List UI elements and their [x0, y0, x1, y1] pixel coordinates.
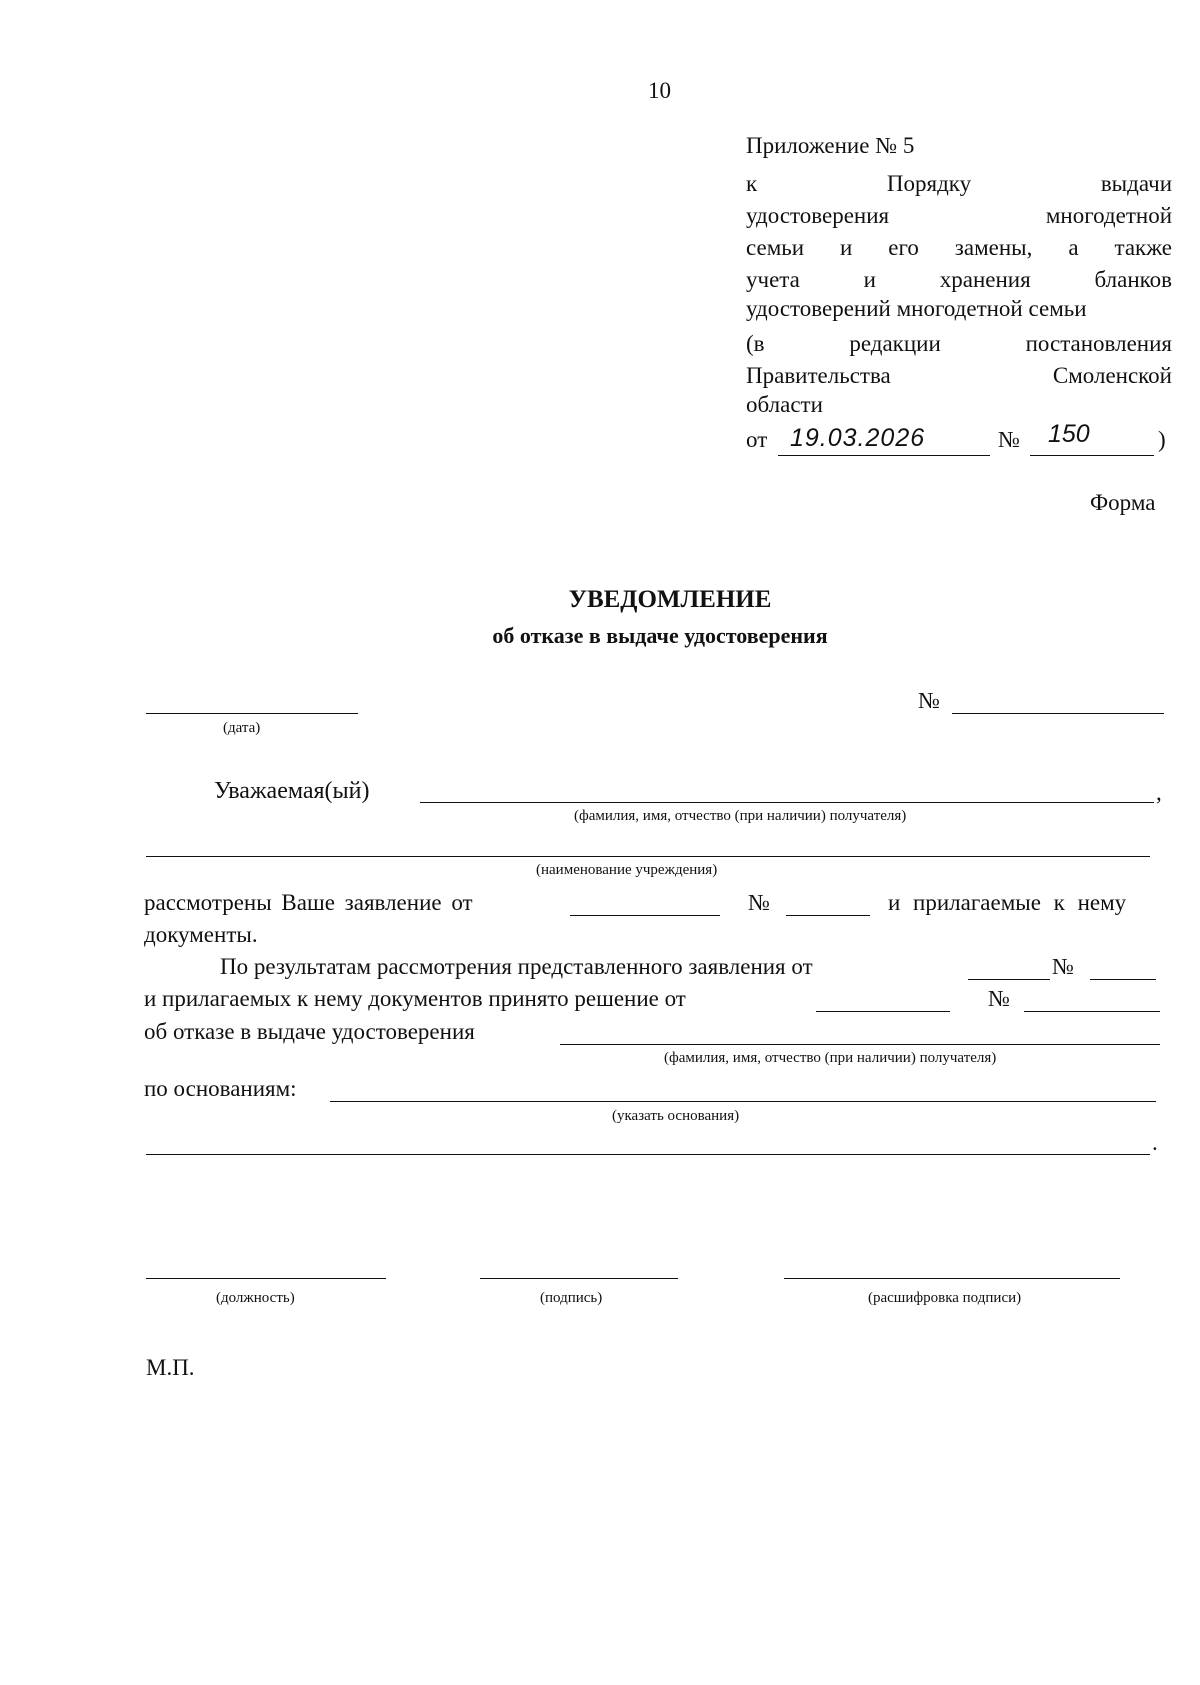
appendix-line: учета и хранения бланков: [746, 267, 1172, 292]
greeting-comma: ,: [1156, 780, 1162, 805]
caption-signature: (подпись): [540, 1290, 603, 1306]
body-line4: и прилагаемых к нему документов принято решение от: [144, 986, 686, 1011]
closing-paren: ): [1158, 427, 1166, 452]
appendix-line: к Порядку выдачи: [746, 171, 1172, 196]
appendix-line: (в редакции постановления: [746, 331, 1172, 356]
caption-institution: (наименование учреждения): [536, 862, 718, 878]
greeting: Уважаемая(ый): [214, 778, 370, 804]
caption-fio-1: (фамилия, имя, отчество (при наличии) получателя): [574, 808, 907, 824]
reasons-line-2: [146, 1154, 1150, 1155]
form-label: Форма: [1090, 490, 1156, 515]
statement-number-line: [1090, 979, 1156, 980]
reasons-line: [330, 1101, 1156, 1102]
statement-date-line: [968, 979, 1050, 980]
body-line1-no: №: [748, 890, 770, 915]
appendix-number-label: №: [998, 427, 1020, 452]
appendix-title: Приложение № 5: [746, 133, 915, 158]
appendix-line: удостоверений многодетной семьи: [746, 296, 1087, 321]
decision-date-line: [816, 1011, 950, 1012]
appendix-line: удостоверения многодетной: [746, 203, 1172, 228]
document-title: УВЕДОМЛЕНИЕ: [568, 586, 772, 613]
signature-line: [480, 1278, 678, 1279]
application-number-line: [786, 915, 870, 916]
number-line: [952, 713, 1164, 714]
appendix-line: Правительства Смоленской: [746, 363, 1172, 388]
body-line1-part1: рассмотрены Ваше заявление от: [144, 890, 473, 915]
body-line6: по основаниям:: [144, 1076, 297, 1101]
body-line3: По результатам рассмотрения представленного заявления от: [220, 954, 813, 979]
body-line4-no: №: [988, 986, 1010, 1011]
body-line1-part2: и прилагаемые к нему: [888, 890, 1127, 915]
body-line5: об отказе в выдаче удостоверения: [144, 1019, 475, 1044]
position-line: [146, 1278, 386, 1279]
handwritten-date: 19.03.2026: [790, 424, 926, 452]
final-period: .: [1152, 1130, 1158, 1155]
appendix-from-label: от: [746, 427, 768, 452]
decision-number-line: [1024, 1011, 1160, 1012]
date-underline: [778, 455, 990, 456]
handwritten-number: 150: [1048, 420, 1090, 448]
decoding-line: [784, 1278, 1120, 1279]
stamp-place: М.П.: [146, 1355, 195, 1380]
body-line3-no: №: [1052, 954, 1074, 979]
caption-fio-2: (фамилия, имя, отчество (при наличии) получателя): [664, 1050, 997, 1066]
greeting-line: [420, 802, 1154, 803]
number-sign: №: [918, 688, 940, 713]
number-underline: [1030, 455, 1154, 456]
appendix-line: семьи и его замены, а также: [746, 235, 1172, 260]
caption-position: (должность): [216, 1290, 295, 1306]
page-number: 10: [648, 78, 671, 103]
appendix-line: области: [746, 392, 823, 417]
document-subtitle: об отказе в выдаче удостоверения: [492, 623, 828, 648]
recipient-line: [560, 1044, 1160, 1045]
date-line: [146, 713, 358, 714]
caption-decoding: (расшифровка подписи): [868, 1290, 1022, 1306]
application-date-line: [570, 915, 720, 916]
caption-reasons: (указать основания): [612, 1108, 740, 1124]
body-line2: документы.: [144, 922, 258, 947]
institution-line: [146, 856, 1150, 857]
date-caption: (дата): [223, 720, 261, 736]
